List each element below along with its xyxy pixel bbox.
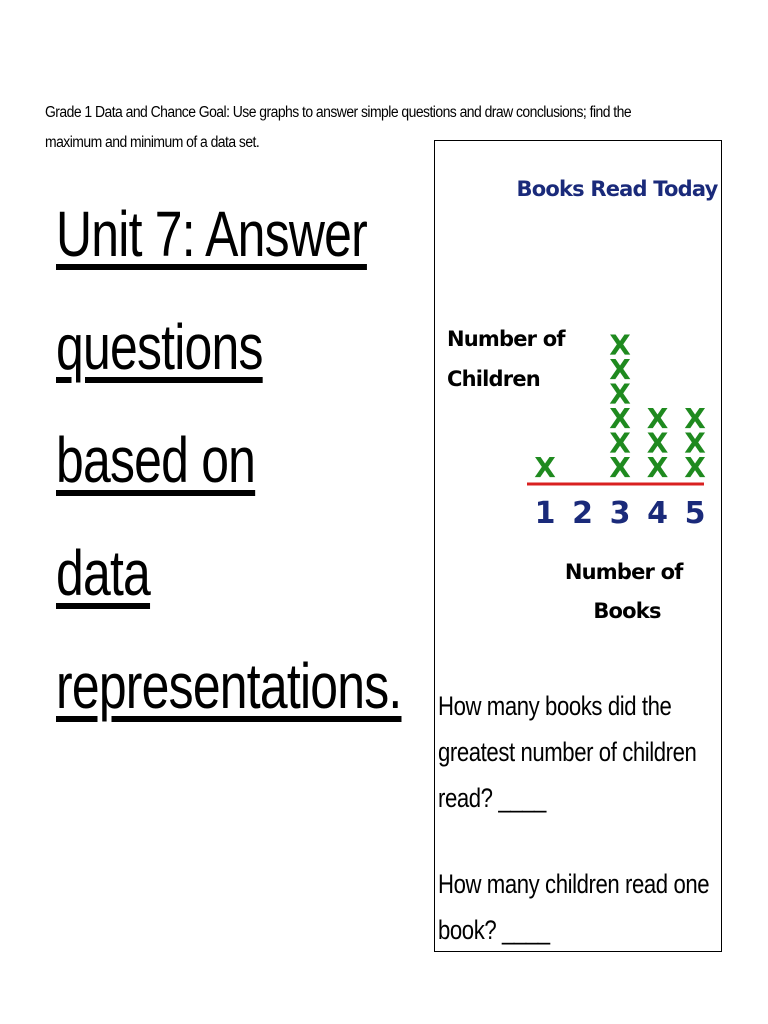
x-mark-3-6: X	[609, 328, 631, 362]
x-mark-5-1: X	[684, 451, 706, 484]
x-mark-1-1: X	[534, 451, 556, 484]
x-mark-5-2: X	[684, 426, 706, 460]
title-line-1: Unit 7: Answer	[56, 198, 367, 270]
title-line-3: based on	[56, 424, 256, 496]
x-tick-5: 5	[684, 496, 706, 531]
x-mark-3-4: X	[609, 377, 631, 411]
title-line-4: data	[56, 537, 151, 609]
y-axis-label-line-2: Children	[447, 367, 540, 391]
title-line-2: questions	[56, 311, 263, 383]
x-axis-label	[565, 560, 689, 623]
x-tick-1: 1	[534, 496, 556, 531]
x-mark-4-1: X	[646, 451, 669, 484]
x-tick-3: 3	[609, 496, 631, 531]
chart-title: Books Read Today	[516, 177, 718, 201]
y-axis-label	[447, 327, 571, 391]
question-2: How many children read one book? ____	[438, 869, 710, 945]
question-1: How many books did the greatest number of children read? ____	[438, 691, 697, 813]
x-tick-4: 4	[647, 496, 668, 531]
x-mark-5-3: X	[684, 402, 706, 435]
x-mark-3-5: X	[609, 353, 631, 386]
x-tick-2: 2	[572, 496, 593, 531]
goal-statement: Grade 1 Data and Chance Goal: Use graphs to answer simple questions and draw conclusions; find the maximum and minimum of a data set.	[45, 104, 632, 151]
x-mark-4-3: X	[646, 402, 669, 435]
x-mark-3-1: X	[609, 451, 631, 484]
x-mark-3-3: X	[609, 402, 631, 435]
x-axis-label-line-1: Number of	[564, 560, 683, 584]
x-mark-4-2: X	[646, 426, 669, 460]
x-axis-label-line-2: Books	[593, 599, 661, 623]
y-axis-label-line-1: Number of	[447, 327, 565, 351]
title-line-5: representations.	[56, 650, 402, 722]
x-mark-3-2: X	[609, 426, 631, 460]
